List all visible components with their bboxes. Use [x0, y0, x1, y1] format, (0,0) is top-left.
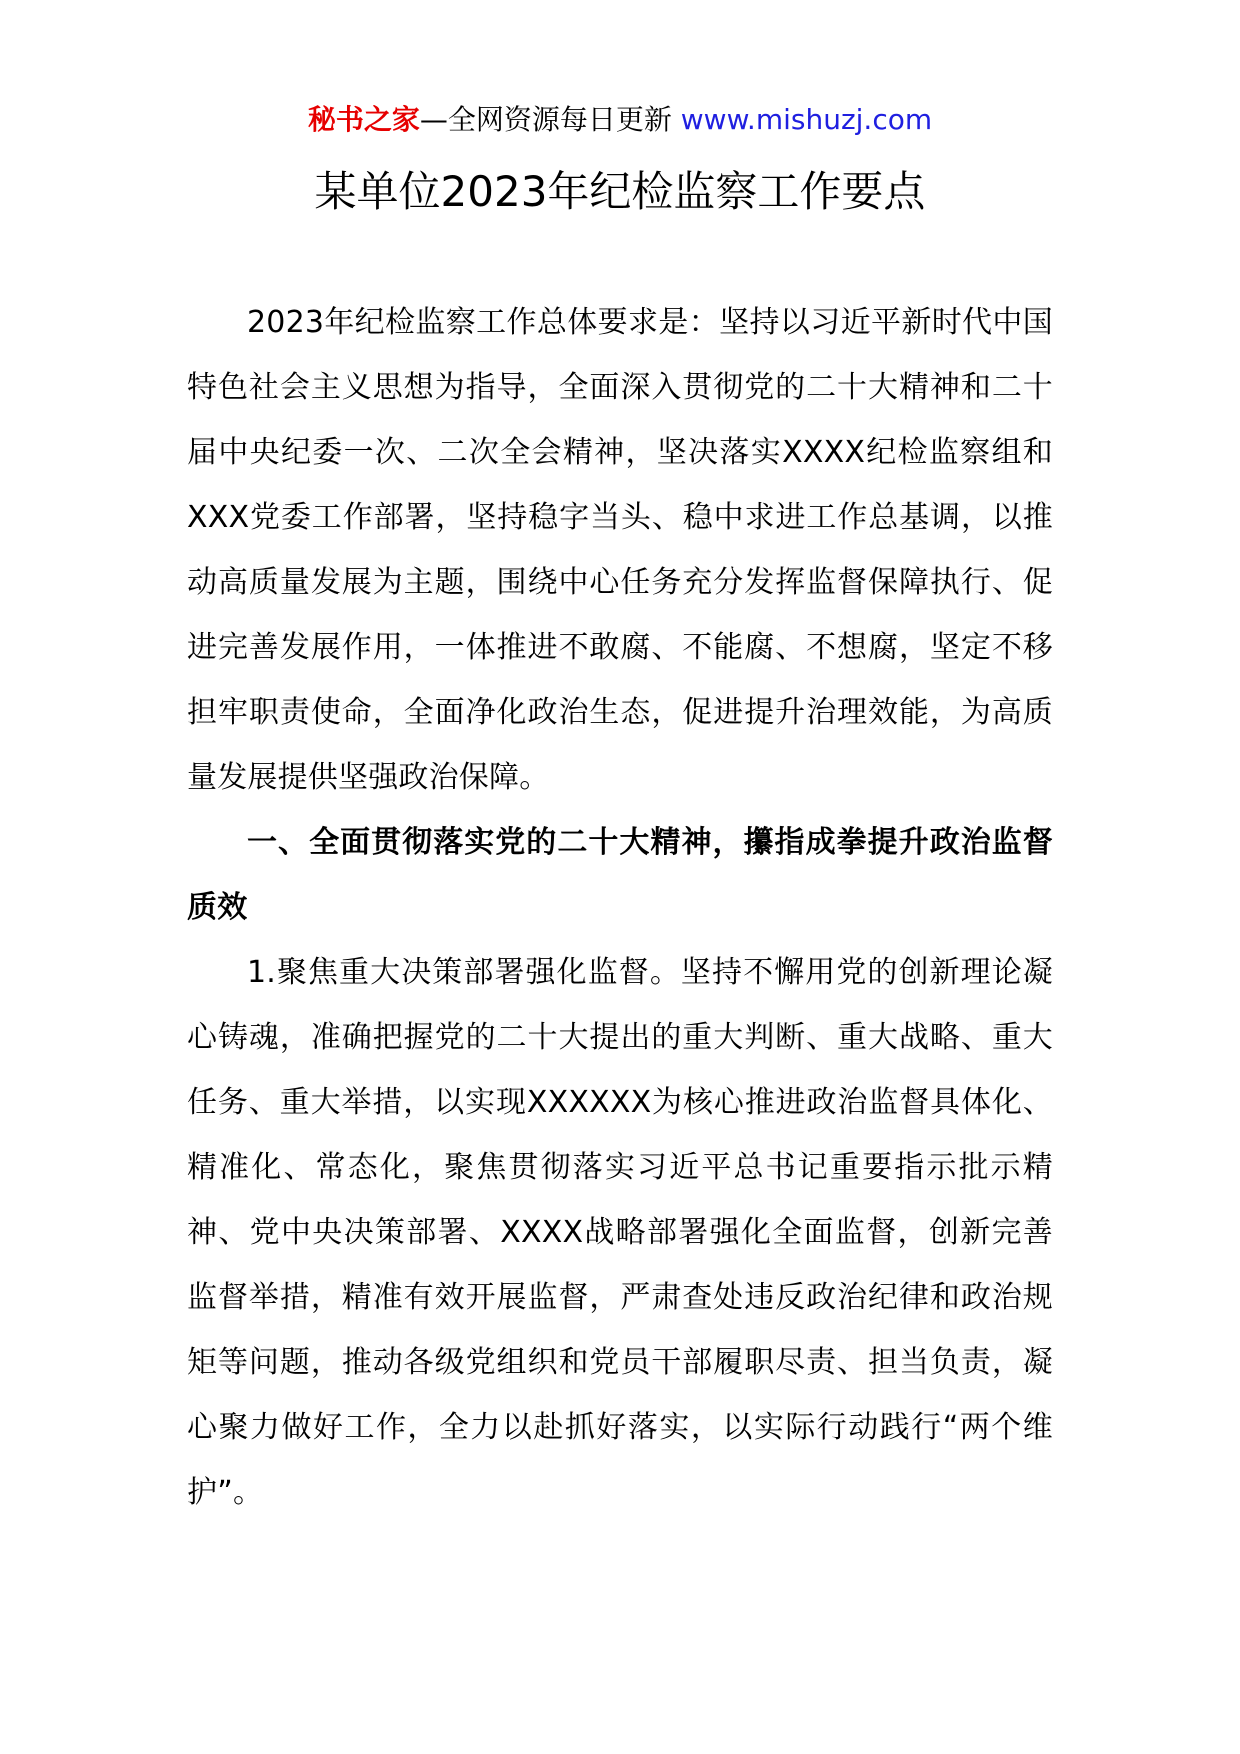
header-banner: [0, 100, 1240, 140]
intro-paragraph: 2023年纪检监察工作总体要求是：坚持以习近平新时代中国特色社会主义思想为指导，全面深入贯彻党的二十大精神和二十届中央纪委一次、二次全会精神，坚决落实XXXX纪检监察组和XXX党委工作部署，坚持稳字当头、稳中求进工作总基调，以推动高质量发展为主题，围绕中心任务充分发挥监督保障执行、促进完善发展作用，一体推进不敢腐、不能腐、不想腐，坚定不移担牢职责使命，全面净化政治生态，促进提升治理效能，为高质量发展提供坚强政治保障。: [187, 305, 1053, 795]
brand-name: 秘书之家: [307, 103, 420, 136]
site-link[interactable]: www.mishuzj.com: [680, 103, 933, 136]
item-paragraph-1: 1.聚焦重大决策部署强化监督。坚持不懈用党的创新理论凝心铸魂，准确把握党的二十大提出的重大判断、重大战略、重大任务、重大举措，以实现XXXXXX为核心推进政治监督具体化、精准化、常态化，聚焦贯彻落实习近平总书记重要指示批示精神、党中央决策部署、XXXX战略部署强化全面监督，创新完善监督举措，精准有效开展监督，严肃查处违反政治纪律和政治规矩等问题，推动各级党组织和党员干部履职尽责、担当负责，凝心聚力做好工作，全力以赴抓好落实，以实际行动践行“两个维护”。: [187, 955, 1053, 1510]
section-heading-1: 一、全面贯彻落实党的二十大精神，攥指成拳提升政治监督质效: [187, 825, 1053, 925]
header-slogan: —全网资源每日更新: [419, 103, 681, 136]
document-body: [187, 290, 1053, 1525]
document-title: 某单位2023年纪检监察工作要点: [314, 167, 926, 216]
